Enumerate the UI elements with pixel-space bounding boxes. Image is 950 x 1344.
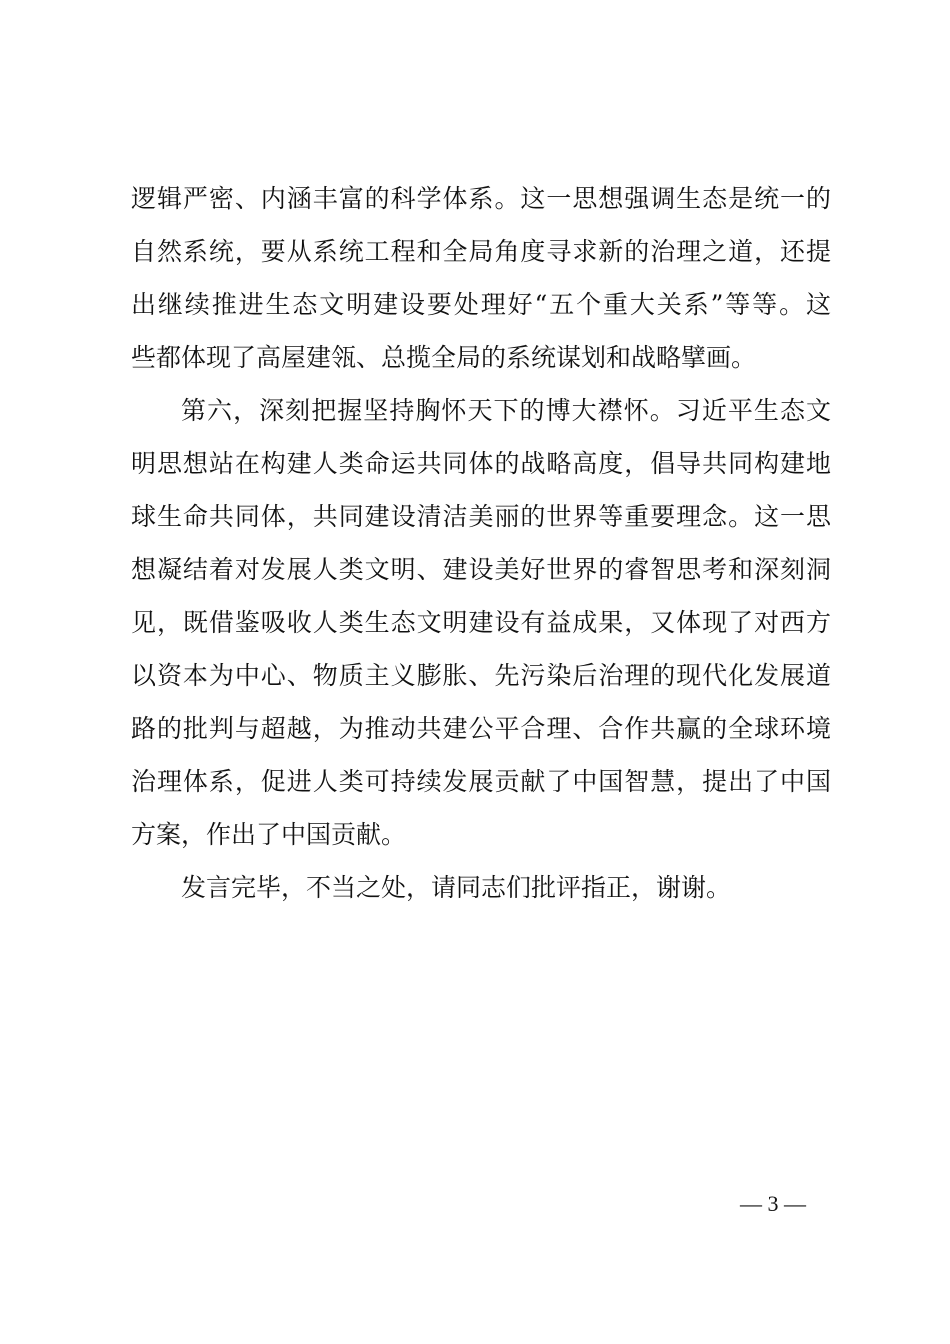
paragraph-line: 球生命共同体，共同建设清洁美丽的世界等重要理念。这一思 (131, 502, 831, 531)
paragraph-line: 发言完毕，不当之处，请同志们批评指正，谢谢。 (181, 873, 732, 902)
paragraph-line: 逻辑严密、内涵丰富的科学体系。这一思想强调生态是统一的 (131, 184, 831, 213)
paragraph-line: 治理体系，促进人类可持续发展贡献了中国智慧，提出了中国 (131, 767, 831, 796)
paragraph-line: 些都体现了高屋建瓴、总揽全局的系统谋划和战略擘画。 (131, 343, 757, 372)
paragraph-line: 方案，作出了中国贡献。 (131, 820, 407, 849)
paragraph-line: 以资本为中心、物质主义膨胀、先污染后治理的现代化发展道 (131, 661, 831, 690)
paragraph-line: 出继续推进生态文明建设要处理好“五个重大关系”等等。这 (131, 290, 831, 319)
paragraph-line: 明思想站在构建人类命运共同体的战略高度，倡导共同构建地 (131, 449, 831, 478)
paragraph-line: 自然系统，要从系统工程和全局角度寻求新的治理之道，还提 (131, 237, 831, 266)
paragraph-line: 第六，深刻把握坚持胸怀天下的博大襟怀。习近平生态文 (181, 396, 831, 425)
page-number: — 3 — (740, 1191, 806, 1216)
paragraph-line: 想凝结着对发展人类文明、建设美好世界的睿智思考和深刻洞 (131, 555, 831, 584)
paragraph-line: 路的批判与超越，为推动共建公平合理、合作共赢的全球环境 (131, 714, 831, 743)
paragraph-line: 见，既借鉴吸收人类生态文明建设有益成果，又体现了对西方 (131, 608, 831, 637)
